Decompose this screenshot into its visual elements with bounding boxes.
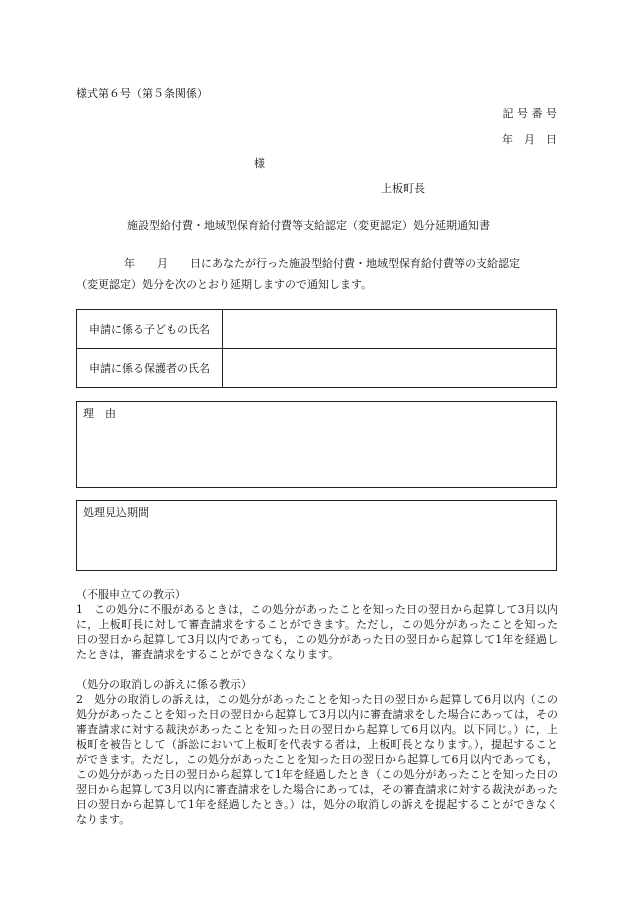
revocation-text: 2 処分の取消しの訴えは，この処分があったことを知った日の翌日から起算して6月以内（この処分があったことを知った日の翌日から起算して3月以内に審査請求をした場合にあっては，その審査請求に対する裁決があったことを知った日の翌日から起算して6月以内。以下同じ。）に，上板町を被告として（訴訟において上板町を代表する者は，上板町長となります。），提起することができます。ただし，この処分があったことを知った日の翌日から起算して6月以内であっても，この処分があった日の翌日から起算して1年を経過したとき（この処分があったことを知った日の翌日から起算して3月以内に審査請求をした場合にあっては，その審査請求に対する裁決があった日の翌日から起算して1年を経過したとき。）は，処分の取消しの訴えを提起することができなくなります。 [76,693,558,826]
revocation-notice [76,677,558,827]
processing-period-box[interactable] [76,500,557,571]
document-title: 施設型給付費・地域型保育給付費等支給認定（変更認定）処分延期通知書 [127,219,490,232]
child-name-label: 申請に係る子どもの氏名 [77,310,223,349]
table-row [77,310,557,349]
form-number: 様式第６号（第５条関係） [76,87,208,100]
body-line-2: （変更認定）処分を次のとおり延期しますので通知します。 [76,278,373,291]
reason-label: 理 由 [83,407,116,420]
objection-heading: （不服申立ての教示） [76,588,186,601]
objection-text: 1 この処分に不服があるときは，この処分があったことを知った日の翌日から起算して3月以内に，上板町長に対して審査請求をすることができます。ただし，この処分があったことを知った日の翌日から起算して3月以内であっても，この処分があった日の翌日から起算して1年を経過したときは，審査請求をすることができなくなります。 [76,603,558,661]
body-line-1: 年 月 日にあなたが行った施設型給付費・地域型保育給付費等の支給認定 [124,257,520,270]
issuer-name: 上板町長 [381,182,425,195]
table-row [77,349,557,388]
revocation-heading: （処分の取消しの訴えに係る教示） [76,678,252,691]
date-line: 年 月 日 [502,133,557,146]
objection-notice [76,587,558,662]
processing-period-label: 処理見込期間 [83,506,149,519]
child-name-field[interactable] [223,310,557,349]
addressee-suffix: 様 [254,157,265,170]
body-text [76,256,558,292]
document-number: 記 号 番 号 [502,107,557,120]
guardian-name-field[interactable] [223,349,557,388]
reason-box[interactable] [76,401,557,488]
guardian-name-label: 申請に係る保護者の氏名 [77,349,223,388]
applicant-table [76,309,557,388]
